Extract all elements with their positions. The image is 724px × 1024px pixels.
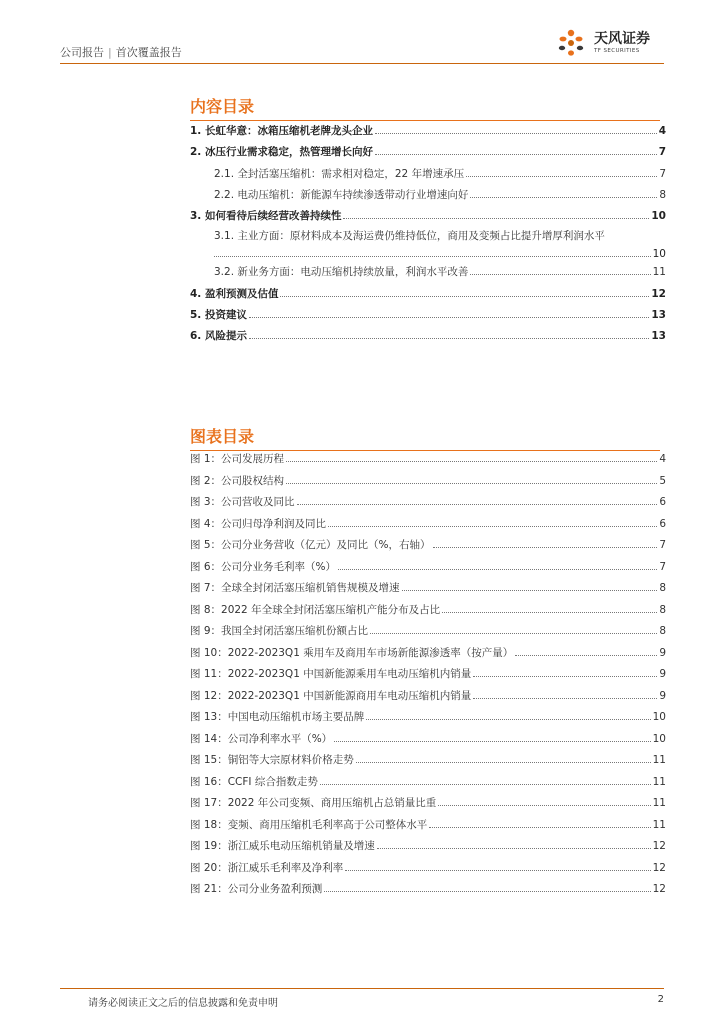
figure-label: 图 19：浙江威乐电动压缩机销量及增速 [190,840,375,852]
dot-leader [280,287,649,297]
toc-page: 11 [652,266,666,279]
figure-page: 11 [652,775,666,788]
toc-label: 1. 长虹华意：冰箱压缩机老牌龙头企业 [190,125,373,137]
figure-row[interactable] [190,753,666,775]
figure-row[interactable] [190,839,666,861]
figures-title: 图表目录 [190,424,660,451]
figure-page: 9 [659,689,666,702]
dot-leader [338,560,657,570]
figure-page: 11 [652,754,666,766]
figure-label: 图 18：变频、商用压缩机毛利率高于公司整体水平 [190,818,428,831]
figure-label: 图 21：公司分业务盈利预测 [190,883,323,895]
figure-label: 图 20：浙江威乐毛利率及净利率 [190,861,344,874]
figure-label: 图 7：全球全封闭活塞压缩机销售规模及增速 [190,582,400,594]
figure-row[interactable] [190,861,666,883]
dot-leader [366,710,650,720]
figure-label: 图 5：公司分业务营收（亿元）及同比（%，右轴） [190,539,431,551]
figure-label: 图 2：公司股权结构 [190,474,285,487]
dot-leader [320,775,651,785]
figures-list [190,452,666,904]
toc-page: 13 [651,330,666,343]
figure-label: 图 17：2022 年公司变频、商用压缩机占总销量比重 [190,797,437,809]
dot-leader [429,818,650,828]
figure-row[interactable] [190,581,666,603]
figure-row[interactable] [190,624,666,646]
toc-page: 7 [658,146,666,159]
dot-leader [370,624,657,634]
dot-leader [345,861,650,871]
dot-leader [473,689,657,699]
figure-label: 图 9：我国全封闭活塞压缩机份额占比 [190,625,369,637]
figure-page: 12 [652,861,666,874]
dot-leader [286,452,657,462]
toc-label: 3.1. 主业方面：原材料成本及海运费仍维持低位，商用及变频占比提升增厚利润水平 [214,230,605,243]
dot-leader [297,495,658,505]
figure-page: 7 [659,560,666,573]
figure-row[interactable] [190,517,666,539]
toc-row[interactable] [190,308,666,329]
dot-leader [442,603,657,613]
toc-label: 2.1. 全封活塞压缩机：需求相对稳定，22 年增速承压 [214,167,465,180]
contents-list [190,124,666,351]
toc-page: 12 [651,287,666,300]
toc-row[interactable] [190,265,666,286]
dot-leader [356,753,651,763]
breadcrumb-separator: | [108,46,112,59]
figure-row[interactable] [190,732,666,754]
figure-label: 图 1：公司发展历程 [190,453,285,465]
figure-row[interactable] [190,495,666,517]
toc-row-continuation [190,247,666,265]
dot-leader [433,538,658,548]
figure-page: 10 [652,732,666,745]
toc-label: 2.2. 电动压缩机：新能源车持续渗透带动行业增速向好 [214,188,469,201]
dot-leader [470,188,657,198]
logo-subtext: TF SECURITIES [594,48,640,54]
figure-page: 11 [652,818,666,831]
dot-leader [249,308,649,318]
figure-page: 11 [652,797,666,809]
figure-page: 8 [659,582,666,594]
report-type: 公司报告 [60,46,104,59]
figure-row[interactable] [190,796,666,818]
figure-row[interactable] [190,560,666,582]
page-header [60,31,664,64]
figure-row[interactable] [190,474,666,496]
dot-leader [470,265,650,275]
toc-label: 6. 风险提示 [190,330,247,343]
figure-page: 10 [652,711,666,723]
dot-leader [515,646,657,656]
figure-row[interactable] [190,538,666,560]
figure-label: 图 4：公司归母净利润及同比 [190,517,327,530]
logo-text: 天风证券 [594,31,650,47]
figure-page: 8 [659,625,666,637]
toc-row[interactable] [190,287,666,308]
header-divider [60,63,664,64]
figure-page: 6 [659,496,666,508]
figure-label: 图 14：公司净利率水平（%） [190,732,333,745]
toc-label: 3. 如何看待后续经营改善持续性 [190,210,342,223]
toc-row[interactable] [190,188,666,209]
figure-label: 图 10：2022-2023Q1 乘用车及商用车市场新能源渗透率（按产量） [190,646,514,659]
figure-page: 6 [659,517,666,530]
dot-leader [375,145,657,155]
dot-leader [286,474,657,484]
figure-label: 图 11：2022-2023Q1 中国新能源乘用车电动压缩机内销量 [190,668,472,680]
figure-page: 8 [659,603,666,616]
figure-row[interactable] [190,689,666,711]
dot-leader [402,581,658,591]
disclaimer-text: 请务必阅读正文之后的信息披露和免责申明 [88,998,278,1009]
figure-page: 9 [659,646,666,659]
dot-leader [473,667,657,677]
dot-leader [334,732,650,742]
figure-row[interactable] [190,882,666,904]
toc-page: 8 [659,188,666,201]
figure-row[interactable] [190,818,666,840]
dot-leader [249,329,649,339]
page-footer [60,988,664,1009]
footer-divider [60,988,664,989]
toc-row[interactable] [190,124,666,145]
toc-label: 5. 投资建议 [190,309,247,322]
figure-label: 图 16：CCFI 综合指数走势 [190,775,318,788]
figure-page: 7 [659,539,666,551]
dot-leader [328,517,657,527]
dot-leader [377,839,651,849]
figure-row[interactable] [190,775,666,797]
contents-title: 内容目录 [190,94,660,121]
logo-mark-icon [554,28,588,58]
breadcrumb [60,44,182,60]
toc-row[interactable] [190,230,666,247]
figure-label: 图 6：公司分业务毛利率（%） [190,560,336,573]
figure-row[interactable] [190,603,666,625]
figure-row[interactable] [190,710,666,732]
toc-page: 7 [659,167,666,180]
page-number: 2 [657,994,664,1005]
toc-row[interactable] [190,329,666,350]
figure-page: 5 [659,474,666,487]
figure-label: 图 13：中国电动压缩机市场主要品牌 [190,711,365,723]
toc-page: 4 [658,125,666,137]
dot-leader [438,796,650,806]
toc-page: 10 [651,210,666,223]
dot-leader [375,124,657,134]
figure-label: 图 12：2022-2023Q1 中国新能源商用车电动压缩机内销量 [190,689,472,702]
dot-leader [324,882,650,892]
figure-row[interactable] [190,667,666,689]
toc-page: 10 [652,248,666,261]
toc-row[interactable] [190,209,666,230]
toc-label: 3.2. 新业务方面：电动压缩机持续放量，利润水平改善 [214,266,469,279]
toc-row[interactable] [190,145,666,166]
dot-leader [343,209,649,219]
figure-label: 图 3：公司营收及同比 [190,496,295,508]
figure-page: 4 [659,453,666,465]
figure-page: 12 [652,840,666,852]
figure-label: 图 15：铜铝等大宗原材料价格走势 [190,754,354,766]
figure-page: 9 [659,668,666,680]
toc-label: 4. 盈利预测及估值 [190,287,279,300]
figure-label: 图 8：2022 年全球全封闭活塞压缩机产能分布及占比 [190,603,441,616]
company-logo [554,26,664,60]
figure-row[interactable] [190,452,666,474]
dot-leader [214,247,651,257]
report-subtype: 首次覆盖报告 [115,46,182,59]
toc-page: 13 [651,309,666,322]
toc-label: 2. 冰压行业需求稳定，热管理增长向好 [190,146,373,159]
figure-page: 12 [652,883,666,895]
dot-leader [466,167,657,177]
toc-row[interactable] [190,167,666,188]
figure-row[interactable] [190,646,666,668]
